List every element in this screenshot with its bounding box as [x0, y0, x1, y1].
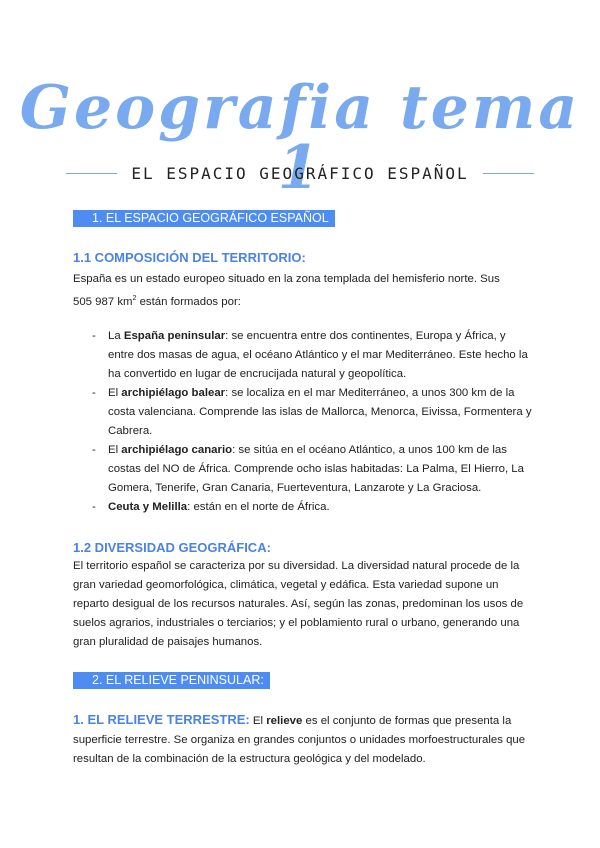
heading-diversidad: 1.2 DIVERSIDAD GEOGRÁFICA:: [73, 540, 271, 555]
bullet-dash: -: [92, 387, 96, 399]
heading-relieve: 1. EL RELIEVE TERRESTRE:: [73, 712, 250, 727]
right-rule: [483, 173, 534, 174]
relieve-paragraph: [73, 710, 533, 769]
heading-composicion: 1.1 COMPOSICIÓN DEL TERRITORIO:: [73, 250, 306, 265]
intro-line-1: España es un estado europeo situado en la zona templada del hemisferio norte. Sus: [73, 273, 500, 285]
subtitle-banner: [66, 158, 534, 188]
section-1-heading: 1. EL ESPACIO GEOGRÁFICO ESPAÑOL: [73, 210, 335, 227]
bullet-dash: -: [92, 501, 96, 513]
list-item-text: : se sitúa en el océano Atlántico, a unos 100 km de las costas del NO de África. Comprende ocho islas habitadas: La Palma, El Hierro, La Gomera, Tenerife, Gran Canaria, Fuerteventura, Lanzarote y La Graciosa.: [108, 444, 524, 494]
intro-line-2: están formados por:: [136, 295, 241, 308]
list-item-term: España peninsular: [123, 330, 226, 342]
list-item-peninsular: [108, 327, 533, 384]
relieve-text: es el conjunto de formas que presenta la superficie terrestre. Se organiza en grandes conjuntos o unidades morfoestructurales que resultan de la combinación de la estructura geológica y del modelado.: [73, 715, 526, 765]
bullet-dash: -: [92, 444, 96, 456]
list-item-ceuta-melilla: [108, 498, 533, 517]
intro-paragraph: [73, 270, 533, 312]
list-item-prefix: La: [108, 330, 124, 342]
document-subtitle: EL ESPACIO GEOGRÁFICO ESPAÑOL: [131, 163, 469, 183]
intro-area: 505 987 km: [73, 295, 133, 308]
list-item-prefix: El: [108, 387, 122, 399]
list-item-text: : se encuentra entre dos continentes, Europa y África, y entre dos masas de agua, el océano Atlántico y el mar Mediterráneo. Este hecho la ha convertido en lugar de encrucijada natural y geopolítica.: [108, 330, 528, 380]
list-item-balear: [108, 384, 533, 441]
left-rule: [66, 173, 117, 174]
section-2-heading: 2. EL RELIEVE PENINSULAR:: [73, 672, 270, 689]
intro-area-unit-exponent: 2: [132, 295, 137, 302]
relieve-term: relieve: [266, 715, 303, 727]
list-item-canario: [108, 441, 533, 498]
document-title: Geografia tema 1: [19, 73, 581, 203]
list-item-prefix: El: [108, 444, 122, 456]
bullet-dash: -: [92, 330, 96, 342]
list-item-term: archipiélago balear: [121, 387, 226, 399]
diversidad-paragraph: El territorio español se caracteriza por su diversidad. La diversidad natural procede de la gran variedad geomorfológica, climática, vegetal y edáfica. Esta variedad supone un reparto desigual de los recursos naturales. Así, según las zonas, predominan los usos de suelos agrarios, industriales o terciarios; y el poblamiento rural o urbano, generando una gran pluralidad de paisajes humanos.: [73, 560, 524, 648]
list-item-text: : se localiza en el mar Mediterráneo, a unos 300 km de la costa valenciana. Comprende las islas de Mallorca, Menorca, Eivissa, Formentera y Cabrera.: [108, 387, 532, 437]
list-item-term: Ceuta y Melilla: [108, 501, 188, 513]
relieve-prefix: El: [249, 715, 267, 727]
list-item-term: archipiélago canario: [121, 444, 233, 456]
list-item-text: : están en el norte de África.: [187, 501, 330, 513]
